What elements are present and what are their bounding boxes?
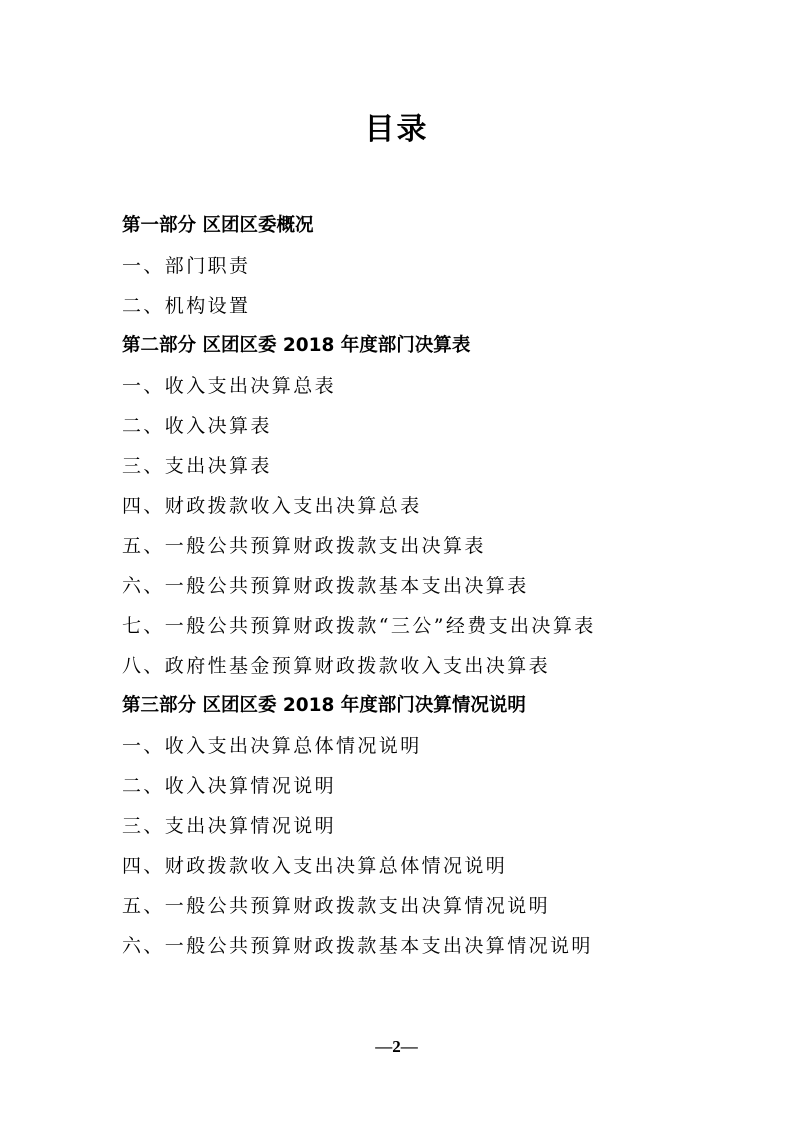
table-of-contents: [122, 209, 682, 969]
toc-item: 八、政府性基金预算财政拨款收入支出决算表: [122, 655, 551, 677]
toc-item: 一、收入支出决算总体情况说明: [122, 735, 422, 757]
page-number: —2—: [375, 1037, 418, 1056]
toc-part-heading: 第一部分 区团区委概况: [122, 215, 314, 236]
page-title: 目录: [364, 112, 429, 147]
toc-item: 六、一般公共预算财政拨款基本支出决算情况说明: [122, 935, 593, 957]
toc-item: 三、支出决算表: [122, 455, 272, 477]
toc-item: 一、收入支出决算总表: [122, 375, 337, 397]
toc-item: 五、一般公共预算财政拨款支出决算表: [122, 535, 486, 557]
toc-part-heading: 第三部分 区团区委 2018 年度部门决算情况说明: [122, 695, 526, 716]
toc-item: 六、一般公共预算财政拨款基本支出决算表: [122, 575, 529, 597]
toc-item: 三、支出决算情况说明: [122, 815, 337, 837]
toc-part-heading: 第二部分 区团区委 2018 年度部门决算表: [122, 335, 471, 356]
toc-item: 七、一般公共预算财政拨款“三公”经费支出决算表: [122, 615, 596, 637]
toc-item: 二、收入决算表: [122, 415, 272, 437]
toc-item: 五、一般公共预算财政拨款支出决算情况说明: [122, 895, 551, 917]
toc-item: 二、机构设置: [122, 295, 251, 317]
toc-item: 一、部门职责: [122, 255, 251, 277]
toc-item: 四、财政拨款收入支出决算总表: [122, 495, 422, 517]
toc-item: 二、收入决算情况说明: [122, 775, 337, 797]
toc-item: 四、财政拨款收入支出决算总体情况说明: [122, 855, 508, 877]
